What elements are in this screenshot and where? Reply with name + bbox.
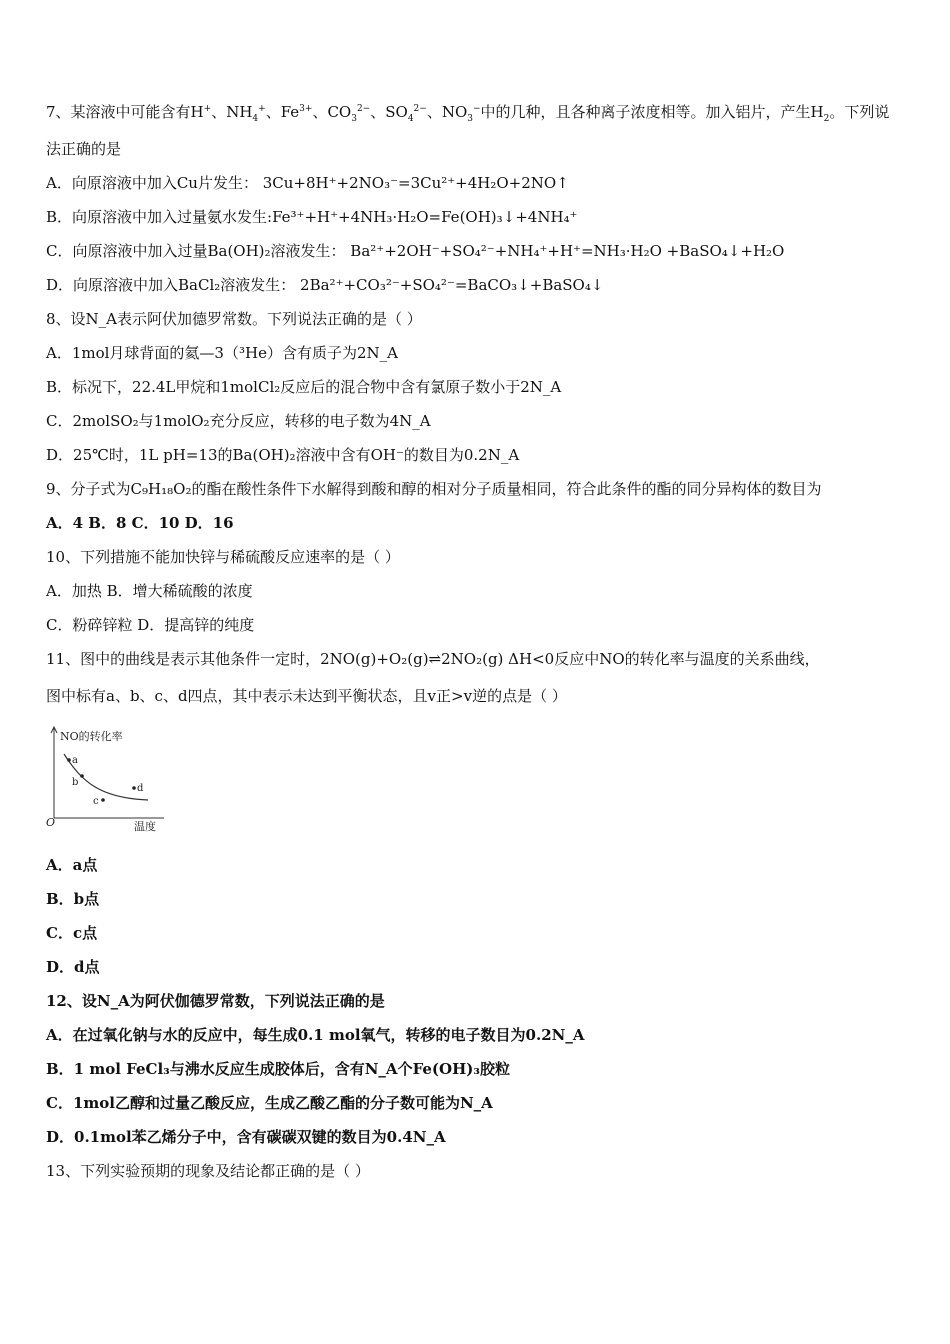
q11-option-c: C．c点 <box>46 924 98 942</box>
q12-option-a: A．在过氧化钠与水的反应中，每生成0.1 mol氧气，转移的电子数目为0.2N_A <box>46 1026 585 1044</box>
q8-option-a: A．1mol月球背面的氦—3（³He）含有质子为2N_A <box>46 344 398 362</box>
q11-stem: 11、图中的曲线是表示其他条件一定时，2NO(g)+O₂(g)⇌2NO₂(g) ΔH<0反应中NO的转化率与温度的关系曲线， <box>46 650 820 668</box>
q11-option-b: B．b点 <box>46 890 100 908</box>
q7-option-d: D．向原溶液中加入BaCl₂溶液发生： 2Ba²⁺+CO₃²⁻+SO₄²⁻=BaCO₃↓+BaSO₄↓ <box>46 276 604 294</box>
q10-stem: 10、下列措施不能加快锌与稀硫酸反应速率的是（ ） <box>46 548 400 566</box>
point-a <box>67 758 71 762</box>
q7-stem-cont: 法正确的是 <box>46 140 122 158</box>
point-c <box>101 798 105 802</box>
q11-stem-cont: 图中标有a、b、c、d四点，其中表示未达到平衡状态，且v正>v逆的点是（ ） <box>46 687 567 705</box>
q12-stem: 12、设N_A为阿伏伽德罗常数，下列说法正确的是 <box>46 992 385 1010</box>
point-d-label: d <box>137 783 144 794</box>
q13-stem: 13、下列实验预期的现象及结论都正确的是（ ） <box>46 1162 370 1180</box>
q7-stem: 7、某溶液中可能含有H+、$NH_4^+$、$Fe^{3+}$、$CO_3^{2-}$、$SO_4^{2-}$、$NO_3^-$中的几种，且各种离子浓度相等。加入铝片，产生$H_2$。下列说 <box>46 103 890 124</box>
q8-stem: 8、设N_A表示阿伏加德罗常数。下列说法正确的是（ ） <box>46 310 422 328</box>
q12-option-d: D．0.1mol苯乙烯分子中，含有碳碳双键的数目为0.4N_A <box>46 1128 446 1146</box>
q8-option-b: B．标况下，22.4L甲烷和1molCl₂反应后的混合物中含有氯原子数小于2N_A <box>46 378 562 396</box>
origin-label: O <box>46 816 56 829</box>
q11-option-a: A．a点 <box>46 856 98 874</box>
q8-option-c: C．2molSO₂与1molO₂充分反应，转移的电子数为4N_A <box>46 412 431 430</box>
y-axis-label: NO的转化率 <box>60 730 123 743</box>
point-a-label: a <box>72 755 78 766</box>
q10-options-1: A．加热 B．增大稀硫酸的浓度 <box>46 582 253 600</box>
point-b-label: b <box>72 777 79 788</box>
q8-option-d: D．25℃时，1L pH=13的Ba(OH)₂溶液中含有OH⁻的数目为0.2N_A <box>46 446 520 464</box>
q7-option-b: B．向原溶液中加入过量氨水发生:Fe³⁺+H⁺+4NH₃·H₂O=Fe(OH)₃↓+4NH₄⁺ <box>46 208 578 226</box>
q7-option-a: A．向原溶液中加入Cu片发生： 3Cu+8H⁺+2NO₃⁻=3Cu²⁺+4H₂O+2NO↑ <box>46 174 569 192</box>
q12-option-c: C．1mol乙醇和过量乙酸反应，生成乙酸乙酯的分子数可能为N_A <box>46 1094 493 1112</box>
point-d <box>132 786 136 790</box>
q11-option-d: D．d点 <box>46 958 100 976</box>
q10-options-2: C．粉碎锌粒 D．提高锌的纯度 <box>46 616 255 634</box>
point-b <box>80 774 84 778</box>
x-axis-label: 温度 <box>134 820 156 833</box>
conversion-temperature-figure <box>44 726 174 836</box>
q7-option-c: C．向原溶液中加入过量Ba(OH)₂溶液发生： Ba²⁺+2OH⁻+SO₄²⁻+NH₄⁺+H⁺=NH₃·H₂O +BaSO₄↓+H₂O <box>46 242 785 260</box>
q9-stem: 9、分子式为C₉H₁₈O₂的酯在酸性条件下水解得到酸和醇的相对分子质量相同，符合此条件的酯的同分异构体的数目为 <box>46 480 822 498</box>
q12-option-b: B．1 mol FeCl₃与沸水反应生成胶体后，含有N_A个Fe(OH)₃胶粒 <box>46 1060 510 1078</box>
q9-options: A．4 B．8 C．10 D．16 <box>46 514 234 532</box>
point-c-label: c <box>93 796 99 807</box>
